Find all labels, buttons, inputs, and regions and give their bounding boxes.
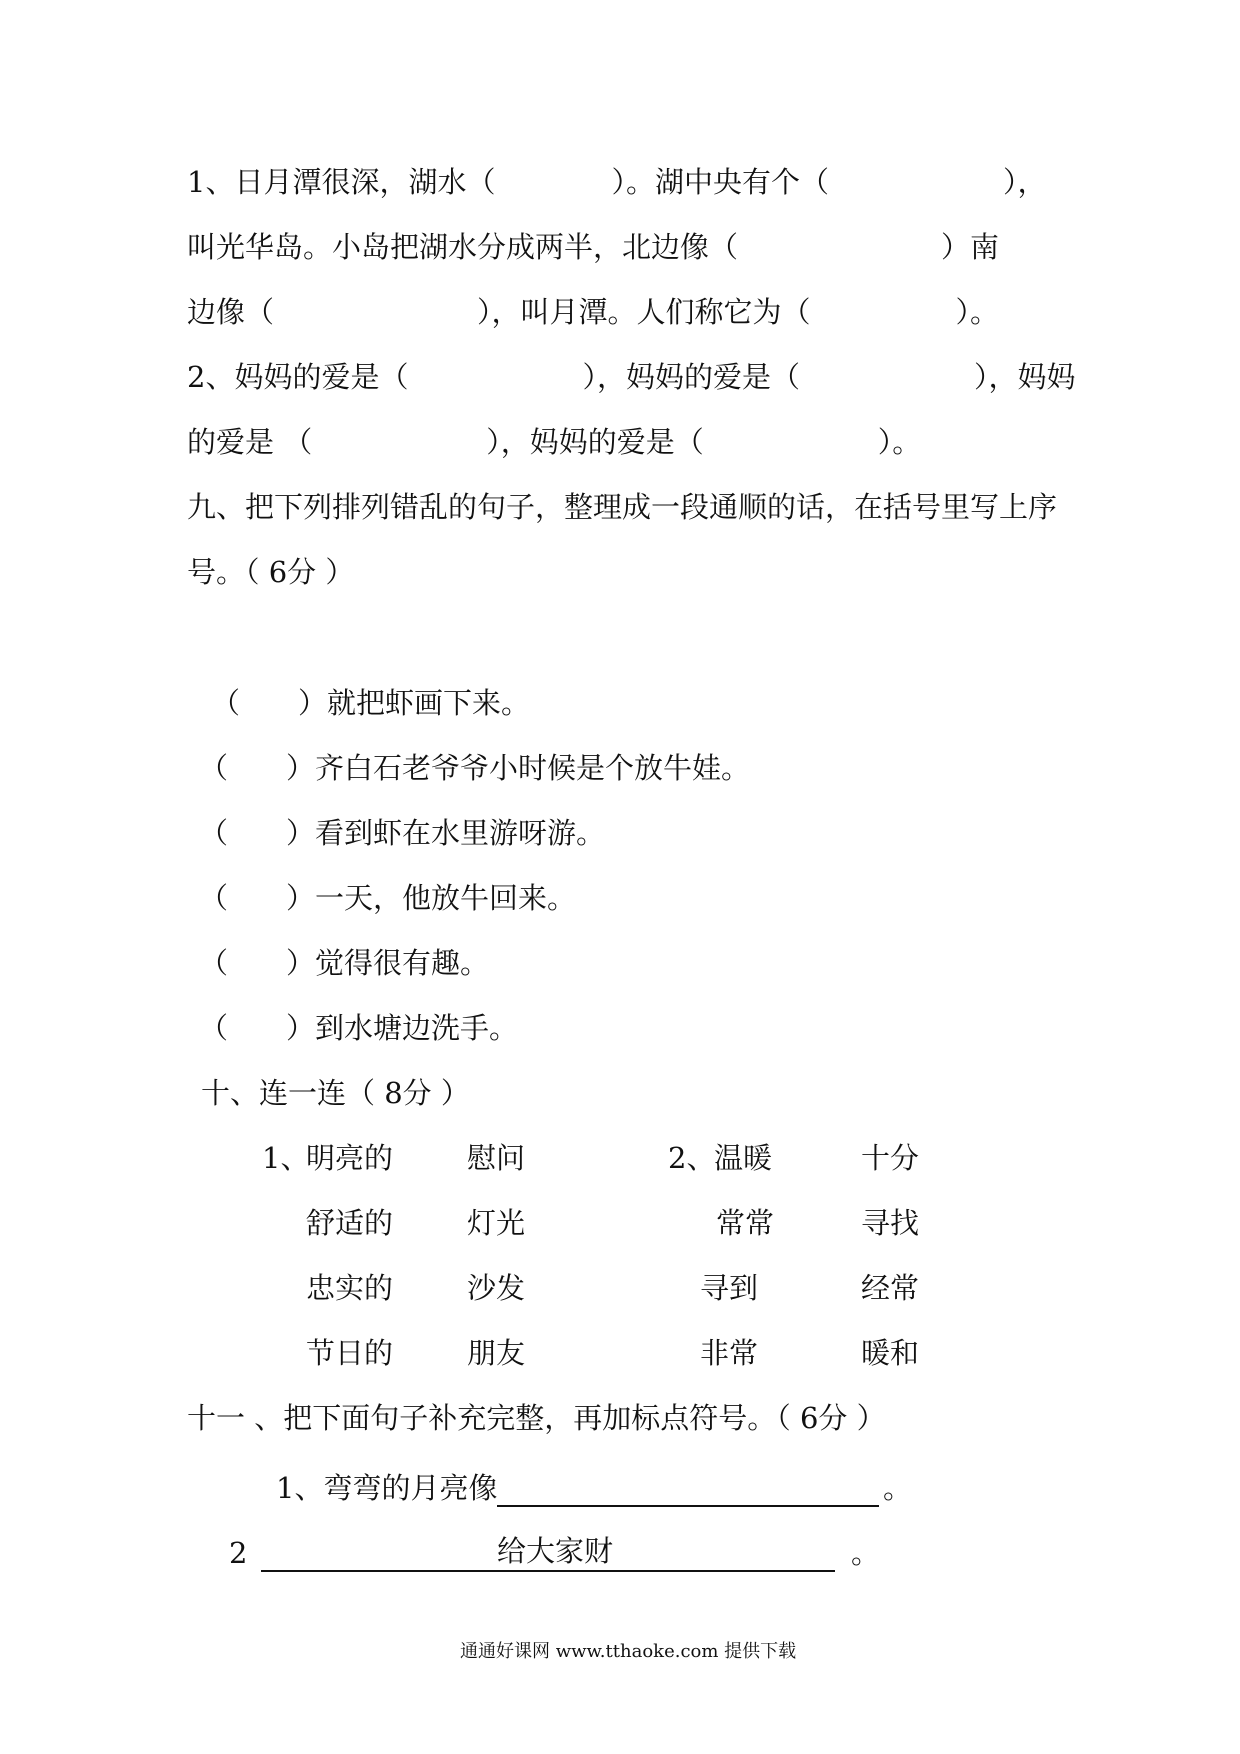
q8-1-line-2: 叫光华岛。小岛把湖水分成两半，北边像（ ）南	[187, 230, 1000, 264]
match-word: 十分	[861, 1141, 920, 1175]
reorder-item: （ ）看到虾在水里游呀游。	[199, 816, 606, 850]
section-11-title: 十一 、把下面句子补充完整，再加标点符号。（ 6分 ）	[187, 1401, 886, 1435]
q8-2-line-2: 的爱是 （ ），妈妈的爱是（ ）。	[187, 425, 922, 459]
reorder-item: （ ）到水塘边洗手。	[199, 1011, 519, 1045]
match-word: 慰问	[467, 1141, 526, 1175]
reorder-item: （ ）一天，他放牛回来。	[199, 881, 577, 915]
match-word: 沙发	[467, 1271, 526, 1305]
q11-1-prefix: 1、弯弯的月亮像	[276, 1471, 498, 1505]
match-word: 灯光	[467, 1206, 526, 1240]
section-9-title-line-1: 九、把下列排列错乱的句子，整理成一段通顺的话，在括号里写上序	[187, 490, 1058, 524]
match-word: 暖和	[861, 1336, 920, 1370]
match-group-1-label: 1、	[262, 1141, 310, 1175]
match-group-2-label: 2、	[668, 1141, 716, 1175]
match-word: 节日的	[306, 1336, 394, 1370]
section-9-title-line-2: 号。（ 6分 ）	[187, 555, 355, 589]
match-word: 非常	[700, 1336, 759, 1370]
match-word: 朋友	[467, 1336, 526, 1370]
q11-2-text: 给大家财	[497, 1534, 614, 1568]
q11-2-period: 。	[851, 1536, 881, 1570]
match-word: 忠实的	[306, 1271, 394, 1305]
match-word: 寻找	[861, 1206, 920, 1240]
section-10-title: 十、连一连（ 8分 ）	[201, 1076, 470, 1110]
footer-text: 通通好课网 www.tthaoke.com 提供下载	[460, 1641, 797, 1662]
q8-1-line-3: 边像（ ），叫月潭。人们称它为（ ）。	[187, 295, 1000, 329]
match-word: 舒适的	[306, 1206, 394, 1240]
match-word: 温暖	[714, 1141, 773, 1175]
q8-1-line-1: 1、日月潭很深，湖水（ ）。湖中央有个（ ），	[187, 165, 1047, 199]
match-word: 明亮的	[306, 1141, 394, 1175]
match-word: 寻到	[700, 1271, 759, 1305]
match-word: 经常	[861, 1271, 920, 1305]
q8-2-line-1: 2、妈妈的爱是（ ），妈妈的爱是（ ），妈妈	[187, 360, 1076, 394]
reorder-item: （ ）齐白石老爷爷小时候是个放牛娃。	[199, 751, 751, 785]
q11-1-period: 。	[883, 1471, 913, 1505]
q11-1-blank-line	[497, 1505, 879, 1507]
q11-2-number: 2	[229, 1536, 248, 1570]
reorder-item: （ ）就把虾画下来。	[211, 686, 531, 720]
reorder-item: （ ）觉得很有趣。	[199, 946, 490, 980]
match-word: 常常	[716, 1206, 775, 1240]
